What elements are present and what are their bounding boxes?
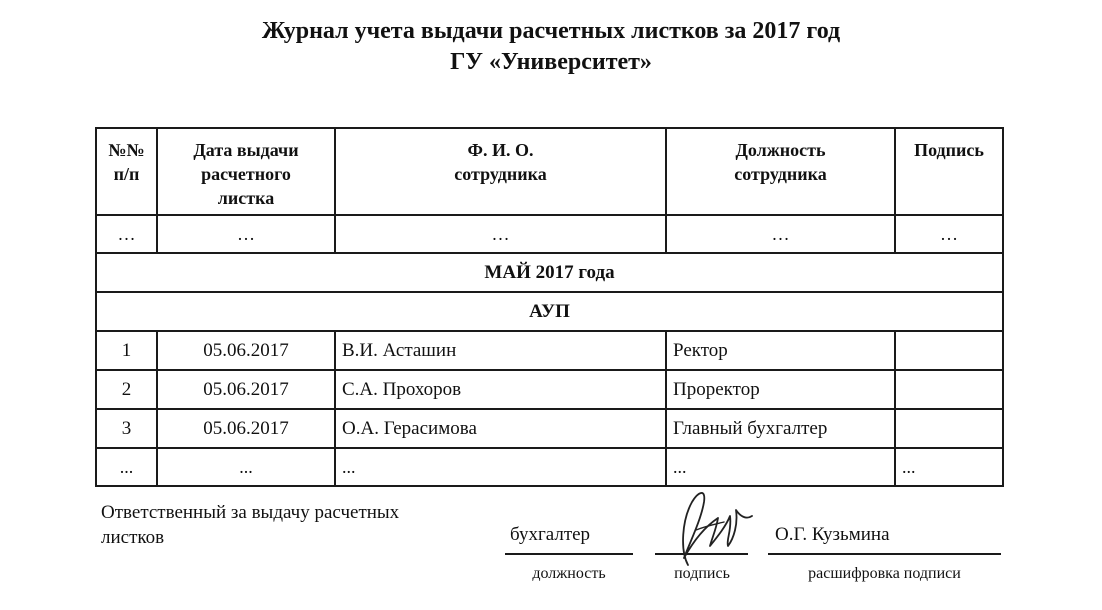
caption-signature: подпись [674, 565, 730, 582]
department-section-row: АУП [96, 292, 1003, 331]
table-row: 1 05.06.2017 В.И. Асташин Ректор [96, 331, 1003, 370]
header-issue-date: Дата выдачи расчетного листка [157, 128, 335, 215]
handwritten-signature [666, 480, 756, 572]
caption-name: расшифровка подписи [808, 565, 961, 582]
ellipsis-row: ... ... ... ... ... [96, 448, 1003, 486]
header-full-name: Ф. И. О. сотрудника [335, 128, 666, 215]
header-position: Должность сотрудника [666, 128, 895, 215]
caption-position: должность [532, 565, 606, 582]
ellipsis-row: … … … … … [96, 215, 1003, 253]
table-row: 2 05.06.2017 С.А. Прохоров Проректор [96, 370, 1003, 409]
name-value: О.Г. Кузьмина [775, 524, 890, 545]
position-line [505, 553, 633, 555]
header-number: №№ п/п [96, 128, 157, 215]
month-section-row: МАЙ 2017 года [96, 253, 1003, 292]
responsible-label: Ответственный за выдачу расчетных листков [101, 502, 400, 548]
payslip-journal-table [95, 127, 1004, 487]
name-line [768, 553, 1001, 555]
journal-title: Журнал учета выдачи расчетных листков за 2017 год [261, 18, 841, 44]
position-value: бухгалтер [510, 524, 591, 545]
table-header-row [96, 128, 1003, 215]
header-signature: Подпись [895, 128, 1003, 215]
organization-title: ГУ «Университет» [450, 49, 652, 75]
table-row: 3 05.06.2017 О.А. Герасимова Главный бухгалтер [96, 409, 1003, 448]
